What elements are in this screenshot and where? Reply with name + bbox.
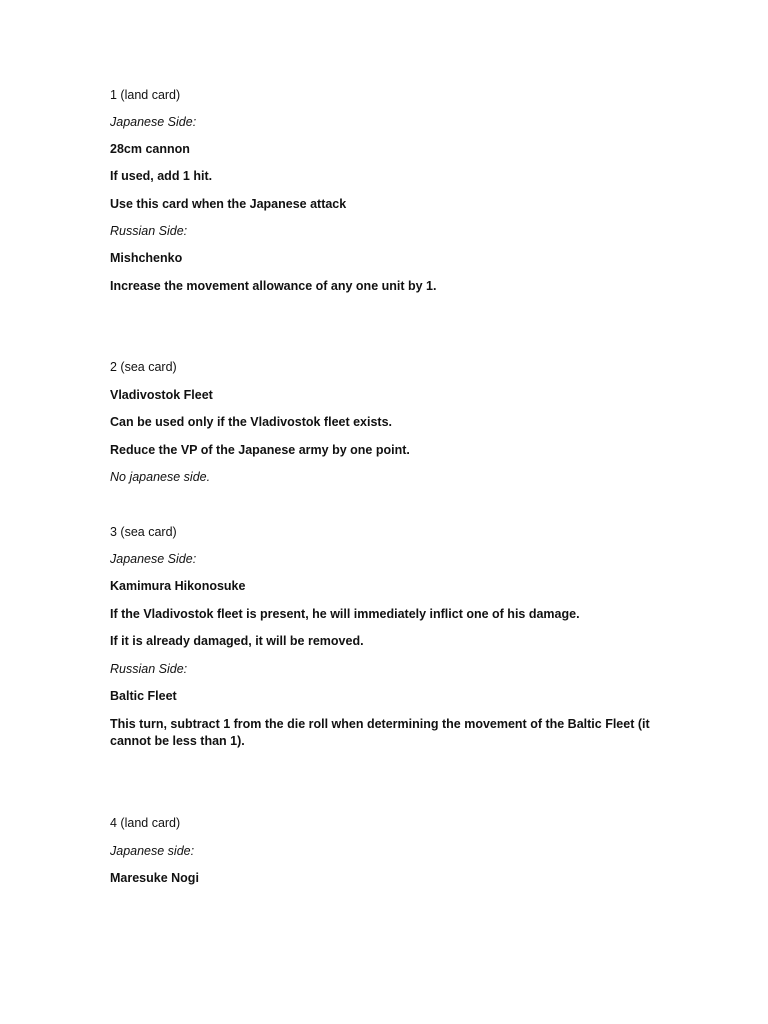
card-3-japanese-effect: If the Vladivostok fleet is present, he will immediately inflict one of his damage. (110, 607, 580, 621)
card-3-russian-side-label: Russian Side: (110, 662, 188, 676)
card-2-header: 2 (sea card) (110, 360, 177, 374)
card-1-russian-side-label: Russian Side: (110, 224, 188, 238)
card-2-condition: Can be used only if the Vladivostok fleet exists. (110, 415, 393, 429)
card-1-header: 1 (land card) (110, 88, 181, 102)
card-3-russian-card-title: Baltic Fleet (110, 689, 177, 703)
card-2-no-japanese-side: No japanese side. (110, 470, 211, 484)
card-3-japanese-card-title: Kamimura Hikonosuke (110, 579, 246, 593)
card-2-effect: Reduce the VP of the Japanese army by one point. (110, 443, 410, 457)
card-4-header: 4 (land card) (110, 816, 181, 830)
card-1-russian-card-title: Mishchenko (110, 251, 183, 265)
card-3-russian-effect: This turn, subtract 1 from the die roll when determining the movement of the Baltic Fleet (it cannot be less than 1). (110, 717, 650, 748)
card-1-japanese-side-label: Japanese Side: (110, 115, 197, 129)
card-3-japanese-side-label: Japanese Side: (110, 552, 197, 566)
card-2-card-title: Vladivostok Fleet (110, 388, 213, 402)
card-1-japanese-effect: If used, add 1 hit. (110, 169, 213, 183)
card-1-japanese-card-title: 28cm cannon (110, 142, 190, 156)
card-1-russian-effect: Increase the movement allowance of any one unit by 1. (110, 279, 437, 293)
card-1-japanese-condition: Use this card when the Japanese attack (110, 197, 347, 211)
card-4-japanese-card-title: Maresuke Nogi (110, 871, 199, 885)
card-3-japanese-effect-2: If it is already damaged, it will be removed. (110, 634, 364, 648)
card-3-header: 3 (sea card) (110, 525, 177, 539)
card-4-japanese-side-label: Japanese side: (110, 844, 195, 858)
